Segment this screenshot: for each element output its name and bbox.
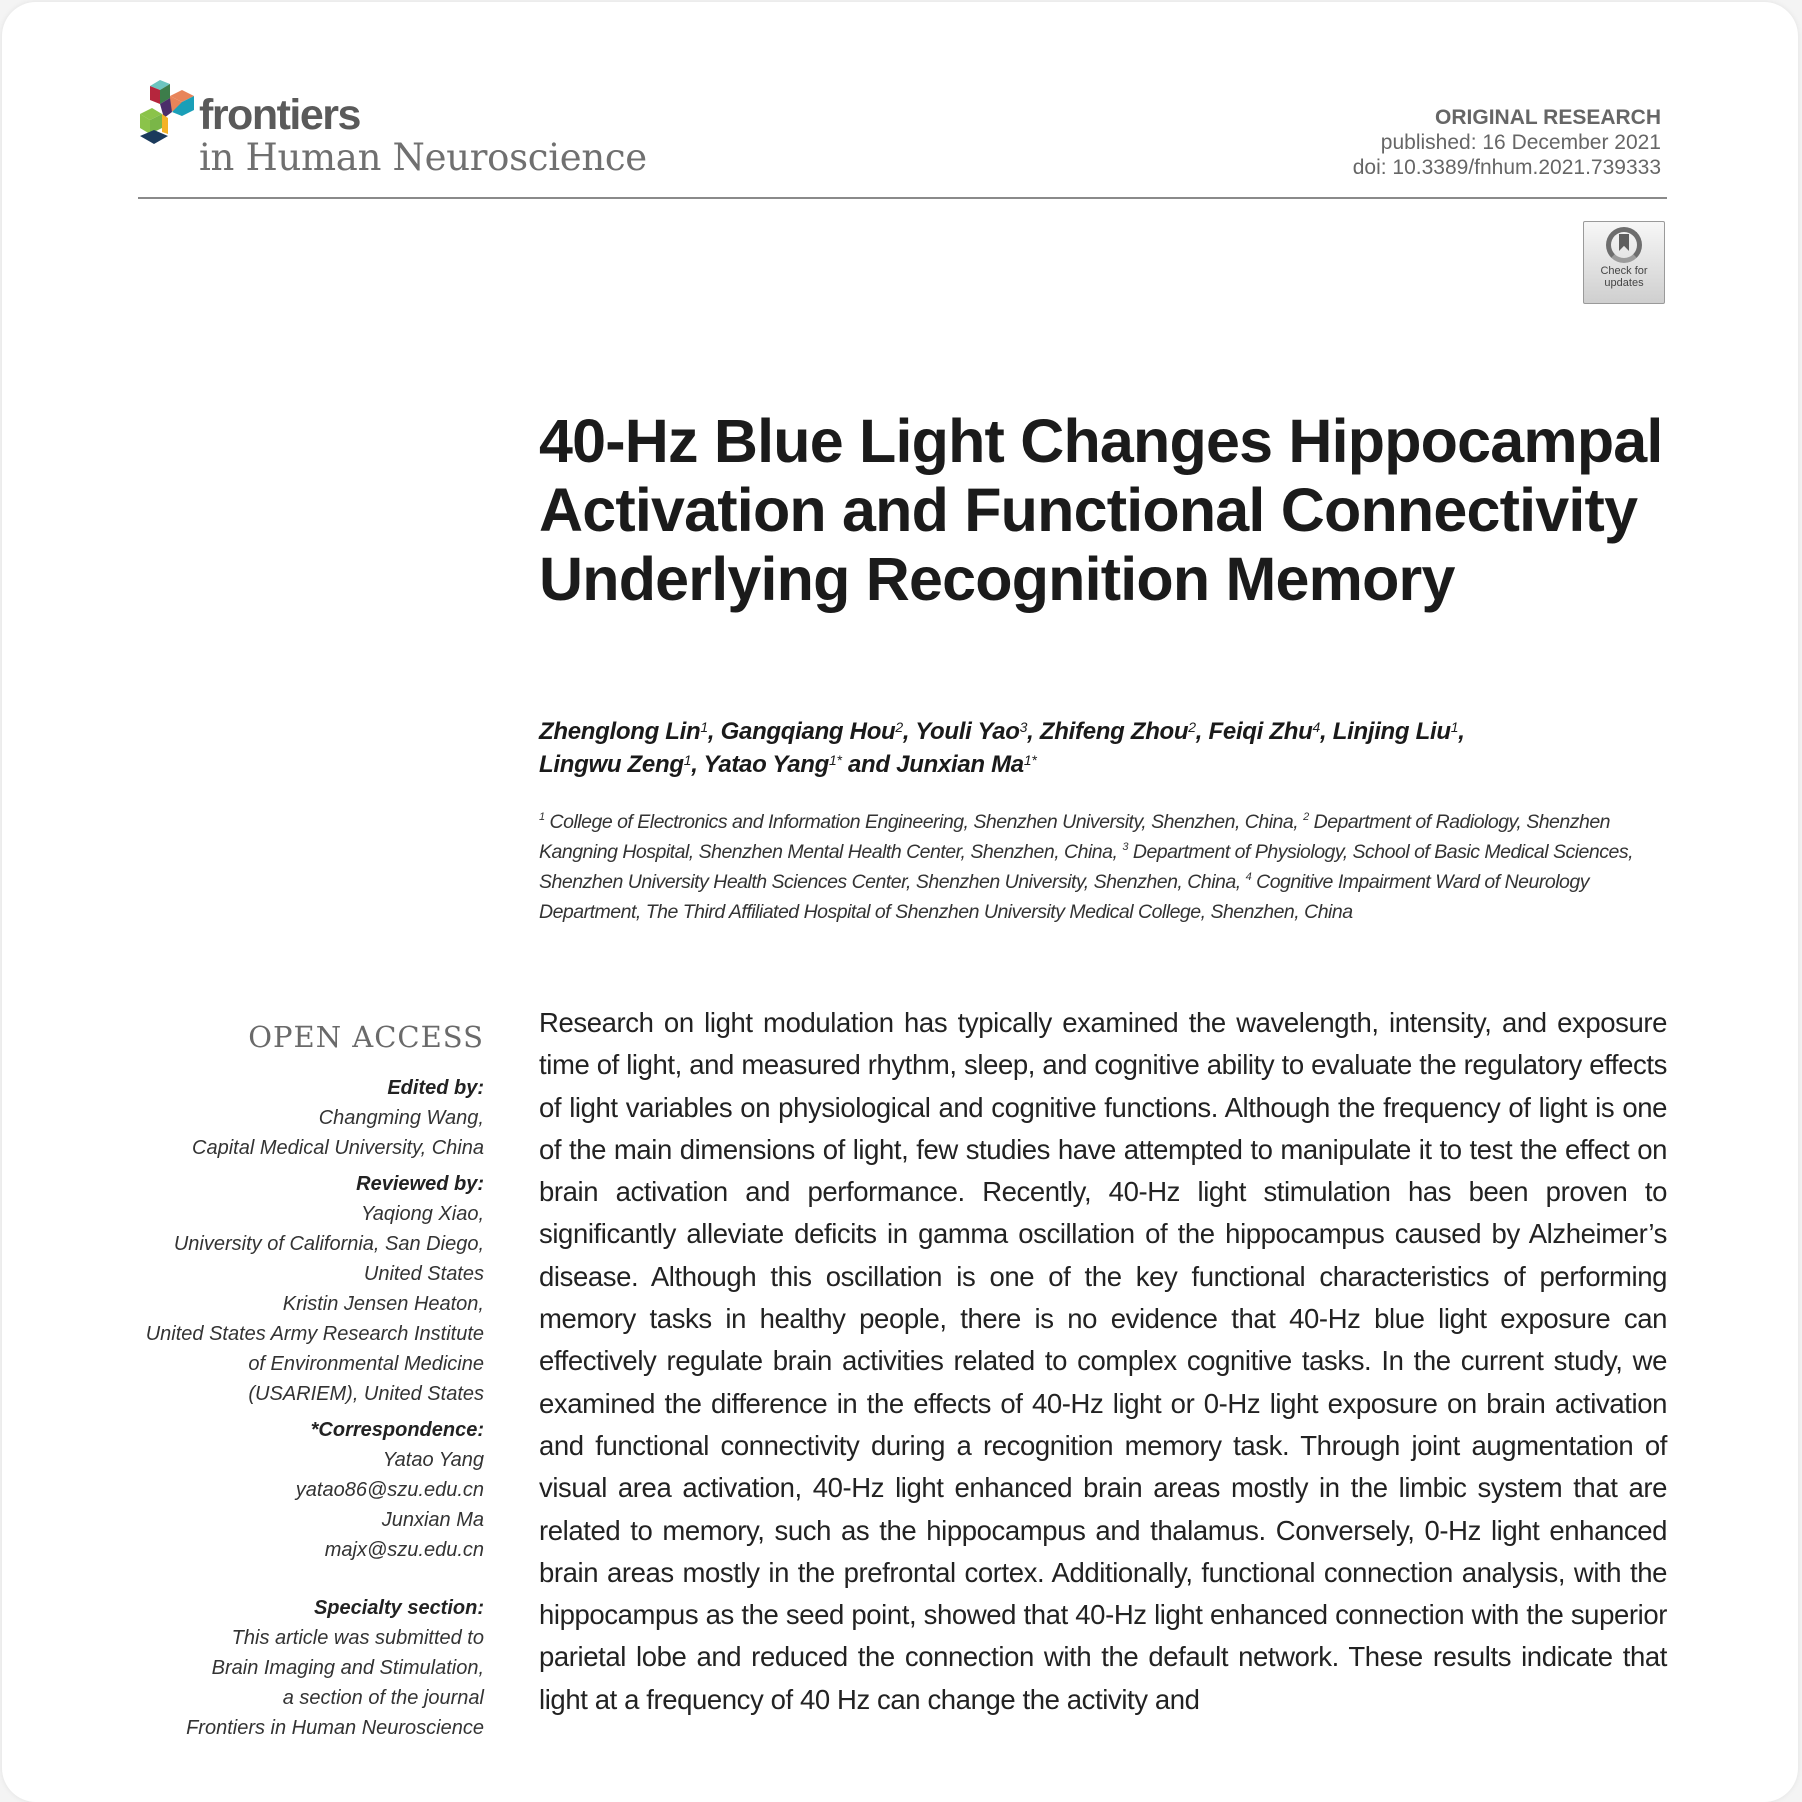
edited-by-section: [122, 1073, 484, 1163]
check-for-updates-button[interactable]: [1583, 221, 1665, 304]
editor-line: Changming Wang,: [318, 1107, 484, 1129]
reviewer-line: (USARIEM), United States: [248, 1383, 484, 1405]
abstract-text: Research on light modulation has typically examined the wavelength, intensity, and exposure time of light, and measured rhythm, sleep, and cognitive ability to evaluate the regulatory effects of light variables on physiological and cognitive functions. Although the frequency of light is one of the main dimensions of light, few studies have attempted to manipulate it to test the effect on brain activation and performance. Recently, 40-Hz light stimulation has been proven to significantly alleviate deficits in gamma oscillation of the hippocampus caused by Alzheimer’s disease. Although this oscillation is one of the key functional characteristics of performing memory tasks in healthy people, there is no evidence that 40-Hz blue light exposure can effectively regulate brain activities related to complex cognitive tasks. In the current study, we examined the difference in the effects of 40-Hz light or 0-Hz light exposure on brain activation and functional connectivity during a recognition memory task. Through joint augmentation of visual area activation, 40-Hz light enhanced brain areas mostly in the limbic system that are related to memory, such as the hippocampus and thalamus. Conversely, 0-Hz light enhanced brain areas mostly in the prefrontal cortex. Additionally, functional connection analysis, with the hippocampus as the seed point, showed that 40-Hz light enhanced connection with the superior parietal lobe and reduced the connection with the default network. These results indicate that light at a frequency of 40 Hz can change the activity and: [539, 1007, 1667, 1715]
author-name[interactable]: Feiqi Zhu: [1208, 718, 1313, 745]
published-date: published: 16 December 2021: [1380, 131, 1661, 154]
author-name[interactable]: Yatao Yang: [703, 751, 829, 778]
spacer: [122, 1571, 484, 1593]
author-name[interactable]: Linjing Liu: [1332, 718, 1451, 745]
correspondence-heading: *Correspondence:: [310, 1419, 484, 1441]
affiliations: [539, 807, 1669, 927]
check-updates-line-1: Check for: [1600, 265, 1648, 277]
correspondence-section: [122, 1415, 484, 1565]
affiliation-number: 1: [539, 811, 545, 823]
specialty-line: Brain Imaging and Stimulation,: [211, 1657, 484, 1679]
article-type: ORIGINAL RESEARCH: [1435, 106, 1661, 129]
affiliation-number: 2: [1303, 811, 1309, 823]
author-affiliation-sup: 1: [683, 752, 692, 768]
correspondent-name: Yatao Yang: [382, 1449, 484, 1471]
affiliation-text: Cognitive Impairment Ward of Neurology Department, The Third Affiliated Hospital of Shenzhen University Medical College, Shenzhen, China: [539, 871, 1589, 923]
header-divider: [138, 197, 1667, 199]
brand-name: frontiers: [199, 91, 360, 139]
editor-line: Capital Medical University, China: [192, 1137, 484, 1159]
open-access-label: OPEN ACCESS: [248, 1020, 484, 1054]
author-name[interactable]: Youli Yao: [915, 718, 1020, 745]
article-sidebar: [122, 1017, 484, 1749]
check-updates-label: [1584, 265, 1664, 289]
reviewer-line: of Environmental Medicine: [248, 1353, 484, 1375]
correspondent-email-link[interactable]: yatao86@szu.edu.cn: [295, 1479, 484, 1501]
reviewed-by-heading: Reviewed by:: [356, 1173, 484, 1195]
bookmark-icon: [1606, 227, 1642, 263]
reviewer-line: University of California, San Diego,: [173, 1233, 484, 1255]
author-name[interactable]: Lingwu Zeng: [539, 751, 684, 778]
author-name[interactable]: Zhifeng Zhou: [1039, 718, 1189, 745]
journal-name: in Human Neuroscience: [199, 136, 647, 179]
doi-link[interactable]: doi: 10.3389/fnhum.2021.739333: [1352, 156, 1661, 179]
affiliation-number: 3: [1122, 841, 1128, 853]
affiliation-number: 4: [1245, 871, 1252, 883]
frontiers-logo-icon: [138, 80, 198, 146]
specialty-line: a section of the journal: [282, 1687, 484, 1709]
correspondent-name: Junxian Ma: [381, 1509, 484, 1531]
specialty-heading: Specialty section:: [313, 1597, 484, 1619]
affiliation-text: Department of Radiology, Shenzhen Kangning Hospital, Shenzhen Mental Health Center, Shenzhen, China,: [539, 811, 1611, 863]
author-name[interactable]: Gangqiang Hou: [720, 718, 896, 745]
edited-by-heading: Edited by:: [387, 1077, 484, 1099]
specialty-line: Frontiers in Human Neuroscience: [186, 1717, 484, 1739]
reviewer-line: United States Army Research Institute: [145, 1323, 484, 1345]
author-affiliation-sup: 3: [1019, 719, 1028, 735]
reviewer-line: Yaqiong Xiao,: [360, 1203, 484, 1225]
author-affiliation-sup: 2: [895, 719, 903, 735]
correspondent-email-link[interactable]: majx@szu.edu.cn: [324, 1539, 484, 1561]
affiliation-text: College of Electronics and Information Engineering, Shenzhen University, Shenzhen, China,: [544, 811, 1304, 833]
author-list: Zhenglong Lin$^1$, Gangqiang Hou$^2$, Youli Yao$^3$, Zhifeng Zhou$^2$, Feiqi Zhu$^4$, Linjing Liu$^1$, Lingwu Zeng$^1$, Yatao Yang$^{1*}$ and Junxian $Ma^{1*}$: [539, 718, 1465, 778]
specialty-section: [122, 1593, 484, 1743]
article-meta: [1353, 106, 1661, 180]
author-affiliation-sup: 1: [700, 719, 708, 735]
author-name[interactable]: Junxian Ma: [896, 751, 1024, 778]
reviewed-by-section: [122, 1169, 484, 1409]
author-affiliation-sup: 2: [1188, 719, 1196, 735]
author-affiliation-sup: 4: [1312, 719, 1320, 735]
specialty-line: This article was submitted to: [231, 1627, 484, 1649]
check-updates-line-2: updates: [1604, 277, 1644, 289]
reviewer-line: Kristin Jensen Heaton,: [282, 1293, 484, 1315]
author-affiliation-sup: 1*: [1023, 752, 1037, 768]
affiliation-text: Department of Physiology, School of Basic Medical Sciences, Shenzhen University Health Sciences Center, Shenzhen University, Shenzhen, China,: [539, 841, 1634, 893]
author-name[interactable]: Zhenglong Lin: [539, 718, 701, 745]
document-page: [2, 2, 1798, 1802]
author-affiliation-sup: 1: [1450, 719, 1459, 735]
reviewer-line: United States: [363, 1263, 484, 1285]
article-title: 40-Hz Blue Light Changes Hippocampal Activation and Functional Connectivity Underlying Recognition Memory: [539, 407, 1663, 613]
author-affiliation-sup: 1*: [829, 752, 842, 768]
